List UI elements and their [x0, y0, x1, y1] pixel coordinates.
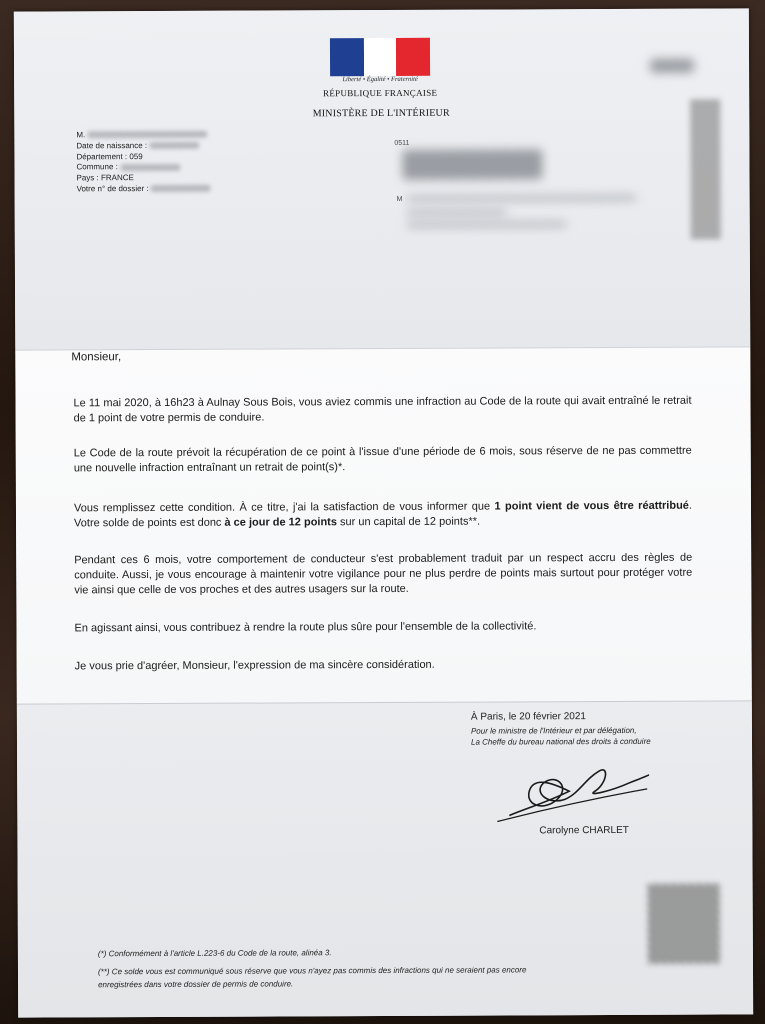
republic-title: RÉPUBLIQUE FRANÇAISE	[323, 87, 438, 99]
paragraph-closing: Je vous prie d'agréer, Monsieur, l'expression de ma sincère considération.	[74, 658, 435, 673]
paragraph-infraction: Le 11 mai 2020, à 16h23 à Aulnay Sous Bois, vous aviez commis une infraction au Code de la route qui avait entraîné le retrait de 1 point de votre permis de conduire.	[73, 394, 692, 425]
letter-page	[14, 8, 753, 1017]
redacted-address-3	[407, 221, 567, 228]
redacted-birth	[149, 142, 199, 149]
redacted-address-2	[407, 209, 507, 215]
points-text-bold-b: à ce jour de 12 points	[224, 516, 337, 529]
delegation-text	[471, 725, 651, 748]
redacted-name	[87, 131, 207, 139]
salutation: Monsieur,	[71, 351, 122, 364]
handwritten-signature	[489, 761, 649, 826]
redacted-qr-code	[648, 884, 720, 964]
identity-block	[76, 130, 211, 195]
points-text-a: Vous remplissez cette condition. À ce titre, j'ai la satisfaction de vous informer que	[73, 500, 495, 515]
footnote-2: (**) Ce solde vous est communiqué sous réserve que vous n'ayez pas commis des infractions qui ne seraient pas encore enregistrées dans votre dossier de permis de conduire.	[97, 965, 527, 990]
departement-label: Département : 059	[76, 151, 143, 161]
place-date: À Paris, le 20 février 2021	[470, 711, 586, 723]
dossier-number-prefix: 0511	[394, 139, 410, 147]
republic-motto: Liberté • Égalité • Fraternité	[342, 75, 418, 84]
signer-name: Carolyne CHARLET	[539, 824, 629, 837]
name-label: M.	[76, 130, 86, 140]
marianne-logo	[330, 38, 430, 76]
birth-label: Date de naissance :	[76, 140, 148, 151]
ministry-title: MINISTÈRE DE L'INTÉRIEUR	[312, 107, 450, 120]
redacted-barcode-number	[402, 149, 542, 180]
paragraph-collectivity: En agissant ainsi, vous contribuez à rendre la route plus sûre pour l'ensemble de la collectivité.	[74, 620, 537, 635]
paragraph-points	[74, 499, 692, 532]
redacted-address-1	[407, 195, 637, 202]
dossier-label: Votre n° de dossier :	[76, 184, 149, 194]
points-text-b: . Votre solde de points est donc	[74, 499, 692, 530]
redacted-corner-mark	[650, 59, 694, 73]
redacted-commune	[120, 164, 180, 171]
points-text-c: sur un capital de 12 points**.	[336, 515, 481, 529]
paragraph-behaviour: Pendant ces 6 mois, votre comportement de conducteur s'est probablement traduit par un respect accru des règles de conduite. Aussi, je vous encourage à maintenir votre vigilance pour ne plus perdre de points mais surtout pour protéger votre vie ainsi que celle de vos proches et des autres usagers sur la route.	[74, 551, 693, 597]
points-text-bold-a: 1 point vient de vous être réattribué	[494, 499, 689, 513]
delegation-line-2: La Cheffe du bureau national des droits à conduire	[470, 736, 651, 747]
redacted-side-barcode	[690, 99, 721, 239]
redacted-dossier	[151, 185, 211, 192]
footnote-1: (*) Conformément à l'article L.223-6 du Code de la route, alinéa 3.	[97, 948, 332, 959]
paragraph-code-rule: Le Code de la route prévoit la récupération de ce point à l'issue d'une période de 6 mois, sous réserve de ne pas commettre une nouvelle infraction entraînant un retrait de point(s)*.	[73, 444, 692, 475]
pays-label: Pays : FRANCE	[76, 173, 134, 183]
commune-label: Commune :	[76, 162, 118, 172]
delegation-line-1: Pour le ministre de l'Intérieur et par délégation,	[470, 725, 637, 736]
address-prefix: M	[396, 195, 403, 203]
